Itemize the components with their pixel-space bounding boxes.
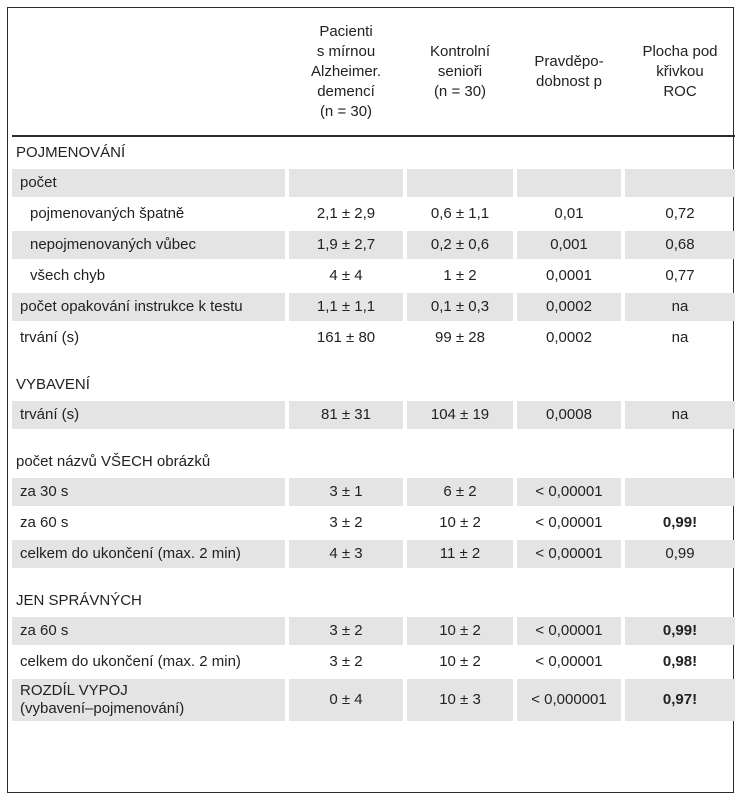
row-label: počet opakování instrukce k testu bbox=[12, 293, 285, 321]
table-row bbox=[12, 293, 735, 321]
cell-p: 0,0002 bbox=[517, 293, 621, 321]
section-row bbox=[12, 140, 735, 166]
cell-patients: 4 ± 4 bbox=[329, 267, 363, 284]
cell-roc: na bbox=[625, 293, 735, 321]
row-label: za 60 s bbox=[12, 617, 285, 645]
cell-controls: 99 ± 28 bbox=[435, 329, 485, 346]
table-row bbox=[12, 262, 735, 290]
cell-roc bbox=[625, 478, 735, 506]
row-label-main: ROZDÍL VYPOJ bbox=[20, 682, 128, 699]
header-controls: Kontrolní senioři (n = 30) bbox=[429, 43, 491, 100]
cell-patients: 161 ± 80 bbox=[316, 329, 376, 346]
table-row bbox=[12, 324, 735, 352]
cell-controls: 0,6 ± 1,1 bbox=[430, 205, 490, 222]
row-label: nepojmenovaných vůbec bbox=[12, 231, 285, 259]
cell-roc: 0,99! bbox=[662, 514, 698, 531]
cell-roc: 0,97! bbox=[625, 679, 735, 721]
section-row bbox=[12, 588, 735, 614]
row-label: počet bbox=[12, 169, 285, 197]
header-roc: Plocha pod křivkou ROC bbox=[642, 43, 718, 100]
cell-roc: na bbox=[625, 401, 735, 429]
cell-patients: 3 ± 2 bbox=[329, 514, 363, 531]
cell-p: < 0,00001 bbox=[535, 514, 603, 531]
cell-patients: 1,9 ± 2,7 bbox=[289, 231, 403, 259]
table-row bbox=[12, 540, 735, 568]
table-row bbox=[12, 679, 735, 721]
table-row bbox=[12, 648, 735, 676]
cell-roc: 0,99 bbox=[625, 540, 735, 568]
cell-controls: 104 ± 19 bbox=[407, 401, 513, 429]
cell-p: < 0,00001 bbox=[517, 478, 621, 506]
cell-controls: 11 ± 2 bbox=[407, 540, 513, 568]
cell-roc: 0,72 bbox=[665, 205, 695, 222]
cell-p: 0,0002 bbox=[546, 329, 592, 346]
cell-p bbox=[517, 169, 621, 197]
table-row bbox=[12, 478, 735, 506]
table-row bbox=[12, 200, 735, 228]
cell-patients: 81 ± 31 bbox=[289, 401, 403, 429]
cell-p: 0,0008 bbox=[517, 401, 621, 429]
table-row bbox=[12, 509, 735, 537]
row-label: za 30 s bbox=[12, 478, 285, 506]
section-row bbox=[12, 372, 735, 398]
cell-patients: 3 ± 2 bbox=[329, 653, 363, 670]
cell-controls: 0,1 ± 0,3 bbox=[407, 293, 513, 321]
cell-p: < 0,00001 bbox=[517, 617, 621, 645]
cell-roc: 0,98! bbox=[662, 653, 698, 670]
section-vybaveni: VYBAVENÍ bbox=[16, 376, 90, 393]
cell-roc bbox=[625, 169, 735, 197]
cell-p: 0,001 bbox=[517, 231, 621, 259]
cell-controls: 10 ± 3 bbox=[407, 679, 513, 721]
cell-patients: 0 ± 4 bbox=[289, 679, 403, 721]
cell-patients: 4 ± 3 bbox=[289, 540, 403, 568]
results-table bbox=[8, 9, 739, 724]
header-corner bbox=[12, 12, 285, 132]
row-label: trvání (s) bbox=[12, 401, 285, 429]
cell-controls bbox=[407, 169, 513, 197]
spacer-row bbox=[12, 432, 735, 446]
cell-controls: 0,2 ± 0,6 bbox=[407, 231, 513, 259]
row-label: trvání (s) bbox=[20, 329, 80, 346]
cell-controls: 1 ± 2 bbox=[443, 267, 477, 284]
cell-p: 0,0001 bbox=[546, 267, 592, 284]
cell-p: < 0,000001 bbox=[517, 679, 621, 721]
section-pocet-nazvu: počet názvů VŠECH obrázků bbox=[16, 453, 211, 470]
row-label: celkem do ukončení (max. 2 min) bbox=[20, 653, 241, 670]
cell-patients bbox=[289, 169, 403, 197]
table-row bbox=[12, 231, 735, 259]
row-label: všech chyb bbox=[30, 267, 106, 284]
cell-p: 0,01 bbox=[554, 205, 584, 222]
row-label: pojmenovaných špatně bbox=[30, 205, 185, 222]
cell-roc: na bbox=[671, 329, 689, 346]
row-label bbox=[12, 679, 285, 721]
cell-controls: 10 ± 2 bbox=[407, 617, 513, 645]
spacer-row bbox=[12, 571, 735, 585]
header-row bbox=[12, 12, 735, 132]
cell-controls: 6 ± 2 bbox=[407, 478, 513, 506]
section-pojmenovani: POJMENOVÁNÍ bbox=[16, 144, 126, 161]
cell-patients: 1,1 ± 1,1 bbox=[289, 293, 403, 321]
cell-patients: 3 ± 1 bbox=[289, 478, 403, 506]
header-patients: Pacienti s mírnou Alzheimer. demencí (n = 30) bbox=[310, 23, 382, 120]
section-jen-spravnych: JEN SPRÁVNÝCH bbox=[16, 592, 142, 609]
cell-roc: 0,77 bbox=[665, 267, 695, 284]
cell-roc: 0,99! bbox=[625, 617, 735, 645]
row-label: za 60 s bbox=[20, 514, 69, 531]
header-probability: Pravděpo- dobnost p bbox=[534, 53, 604, 90]
cell-roc: 0,68 bbox=[625, 231, 735, 259]
table-row bbox=[12, 169, 735, 197]
table-row bbox=[12, 617, 735, 645]
table-row bbox=[12, 401, 735, 429]
spacer-row bbox=[12, 355, 735, 369]
row-label-sub: (vybavení–pojmenování) bbox=[20, 700, 185, 717]
cell-p: < 0,00001 bbox=[517, 540, 621, 568]
cell-patients: 2,1 ± 2,9 bbox=[316, 205, 376, 222]
section-row bbox=[12, 449, 735, 475]
header-separator bbox=[12, 135, 735, 137]
cell-controls: 10 ± 2 bbox=[439, 514, 481, 531]
cell-controls: 10 ± 2 bbox=[439, 653, 481, 670]
row-label: celkem do ukončení (max. 2 min) bbox=[12, 540, 285, 568]
cell-p: < 0,00001 bbox=[535, 653, 603, 670]
cell-patients: 3 ± 2 bbox=[289, 617, 403, 645]
